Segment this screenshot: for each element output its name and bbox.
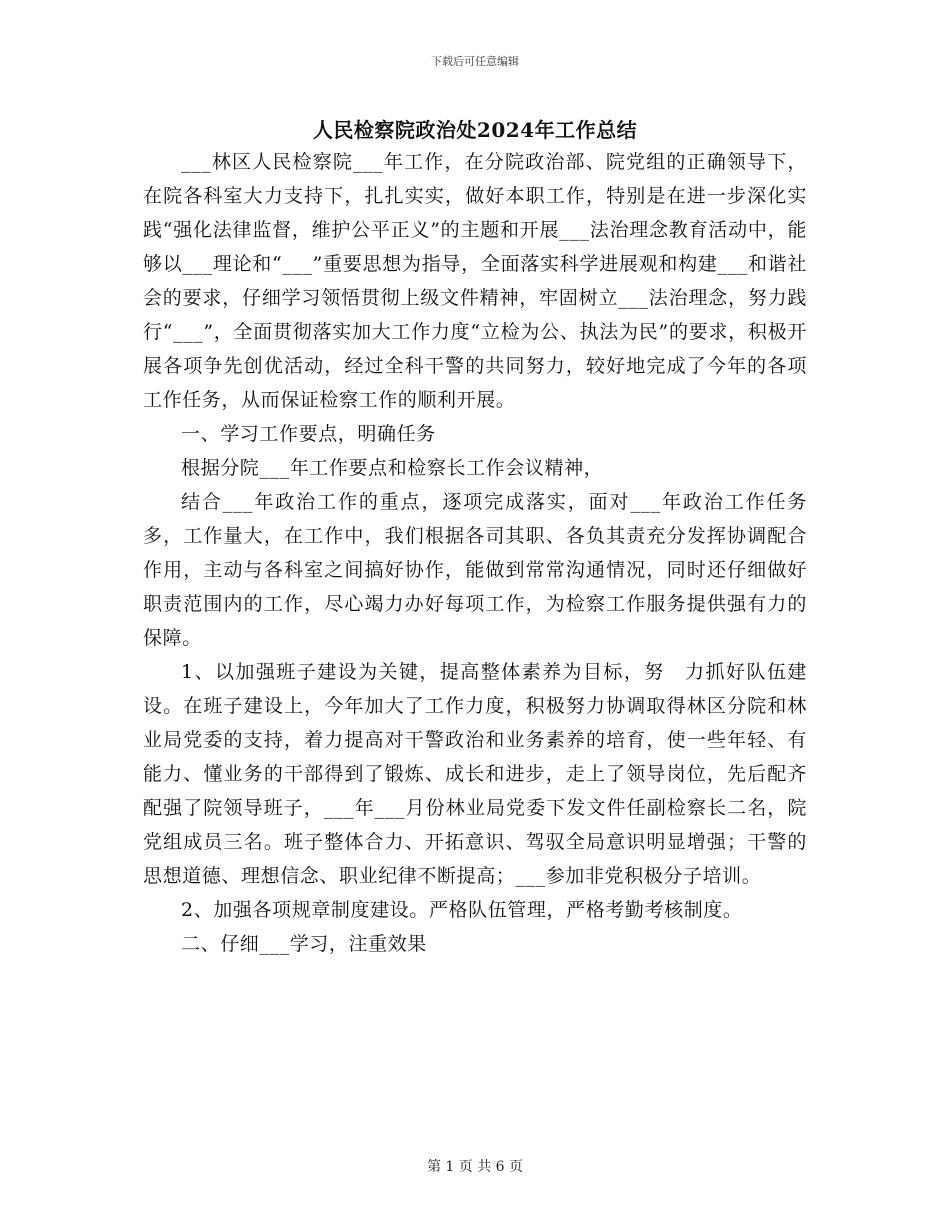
paragraph-intro: ___林区人民检察院___年工作，在分院政治部、院党组的正确领导下，在院各科室大力支持下，扎扎实实，做好本职工作，特别是在进一步深化实践“强化法律监督，维护公平正义”的主题和开展___法治理念教育活动中，能够以___理论和“___”重要思想为指导，全面落实科学进展观和构建___和谐社会的要求，仔细学习领悟贯彻上级文件精神，牢固树立___法治理念，努力践行“___”，全面贯彻落实加大工作力度“立检为公、执法为民”的要求，积极开展各项争先创优活动，经过全科干警的共同努力，较好地完成了今年的各项工作任务，从而保证检察工作的顺利开展。 bbox=[143, 151, 807, 411]
document-body bbox=[143, 145, 807, 961]
paragraph-item-1: 1、以加强班子建设为关键，提高整体素养为目标，努 力抓好队伍建设。在班子建设上，今年加大了工作力度，积极努力协调取得林区分院和林业局党委的支持，着力提高对干警政治和业务素养的培育，使一些年轻、有能力、懂业务的干部得到了锻炼、成长和进步，走上了领导岗位，先后配齐配强了院领导班子，___年___月份林业局党委下发文件任副检察长二名，院党组成员三名。班子整体合力、开拓意识、驾驭全局意识明显增强；干警的思想道德、理想信念、职业纪律不断提高；___参加非党积极分子培训。 bbox=[143, 661, 807, 887]
paragraph: 根据分院___年工作要点和检察长工作会议精神， bbox=[181, 457, 604, 479]
document-title: 人民检察院政治处2024年工作总结 bbox=[312, 118, 638, 142]
paragraph-item-2: 2、加强各项规章制度建设。严格队伍管理，严格考勤考核制度。 bbox=[181, 899, 743, 921]
section-heading-1: 一、学习工作要点，明确任务 bbox=[181, 423, 436, 445]
page-number: 第 1 页 共 6 页 bbox=[426, 1159, 524, 1175]
page-header-note: 下载后可任意编辑 bbox=[431, 55, 519, 68]
paragraph: 结合___年政治工作的重点，逐项完成落实，面对___年政治工作任务多，工作量大，在工作中，我们根据各司其职、各负其责充分发挥协调配合作用，主动与各科室之间搞好协作，能做到常常沟通情况，同时还仔细做好职责范围内的工作，尽心竭力办好每项工作，为检察工作服务提供强有力的保障。 bbox=[143, 491, 807, 649]
section-heading-2: 二、仔细___学习，注重效果 bbox=[181, 933, 427, 955]
